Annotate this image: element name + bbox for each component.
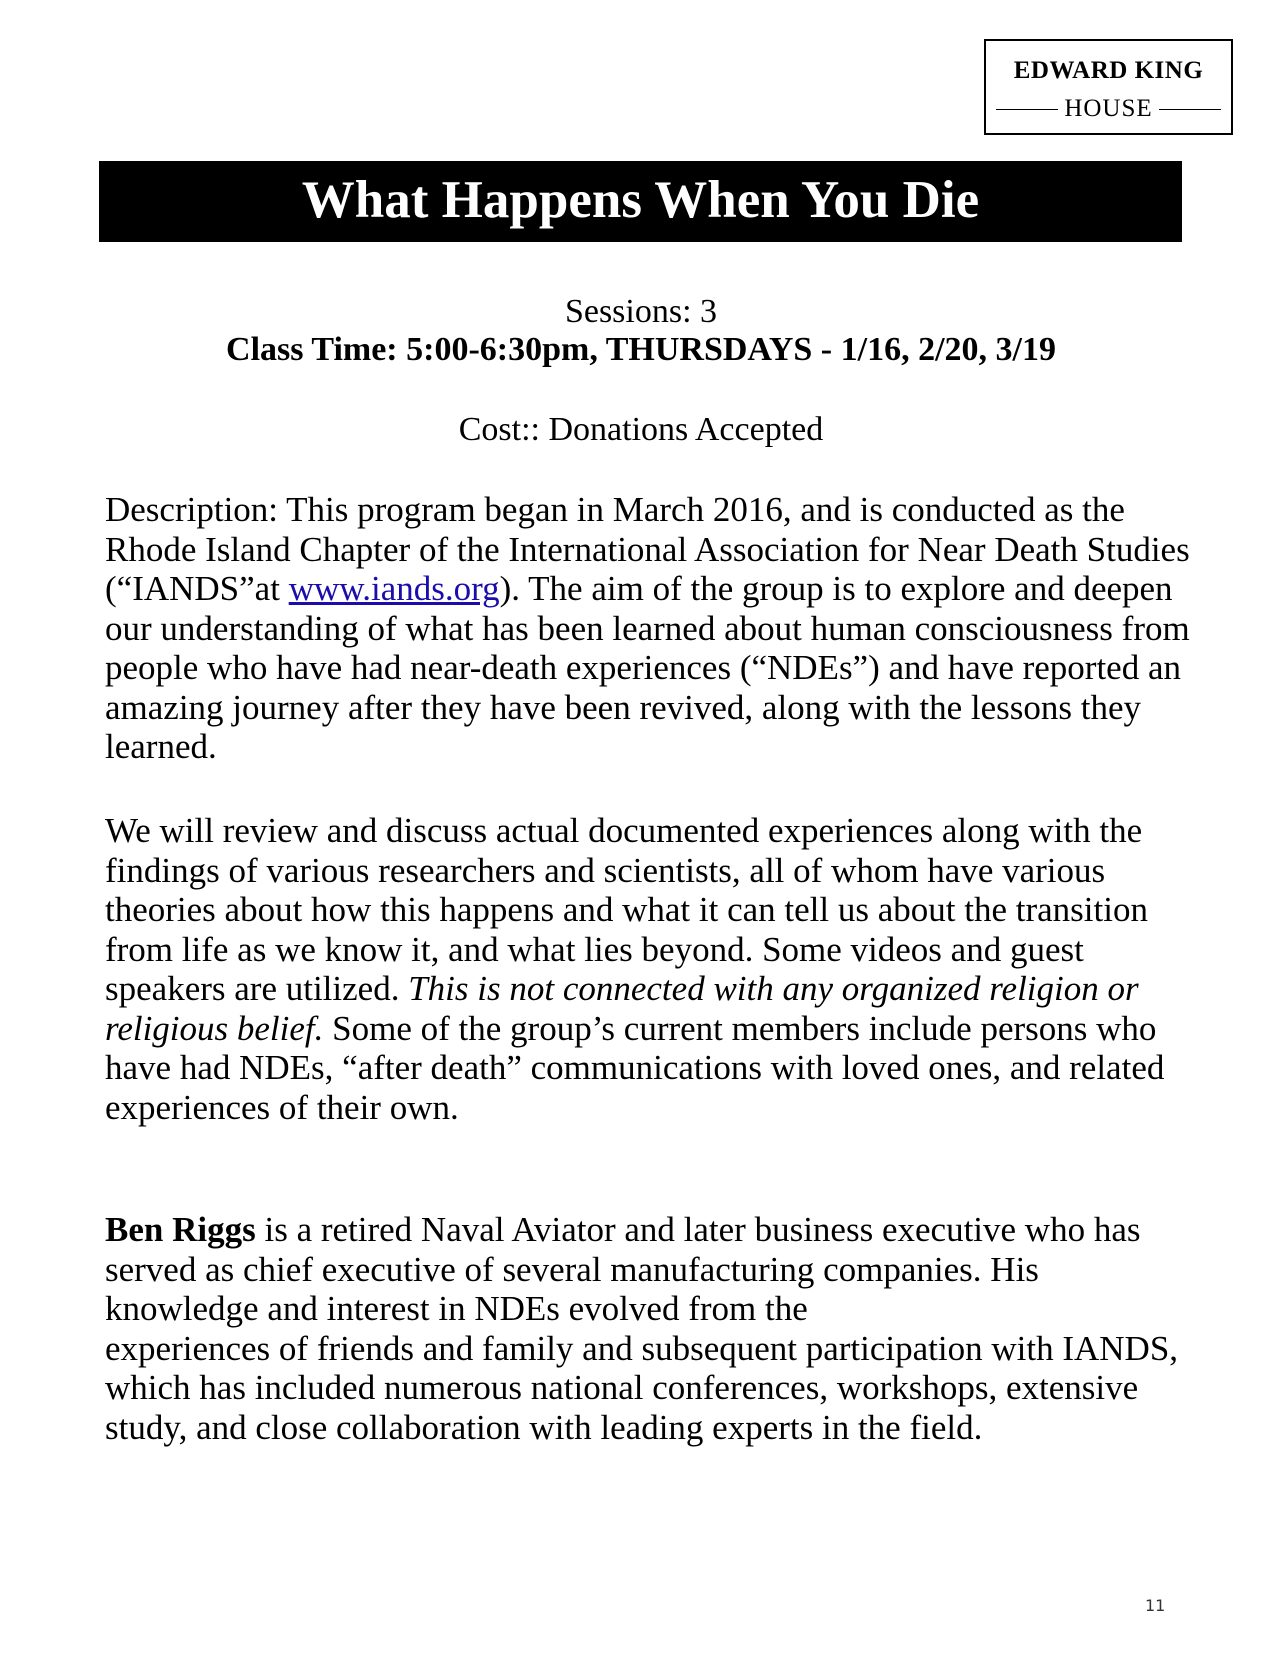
bio-text-1: is a retired Naval Aviator and later business executive who has served as chief executive of several manufacturing companies. His knowledge and interest in NDEs evolved from the xyxy=(105,1210,1141,1328)
page-title: What Happens When You Die xyxy=(301,171,980,229)
bio-text-2: experiences of friends and family and subsequent participation with IANDS, which has included numerous national conferences, workshops, extensive study, and close collaboration with leading experts in the field. xyxy=(105,1328,1179,1447)
sessions-line: Sessions: 3 xyxy=(564,293,718,330)
religion-disclaimer: This is not connected with any organized religion or religious belief. xyxy=(105,969,1139,1048)
bio-name: Ben Riggs xyxy=(105,1210,256,1249)
description-text-1: Description: This program began in March 2016, and is conducted as the Rhode Island Chapter of the International Association for Near Death Studies (“IANDS”at xyxy=(105,490,1190,608)
edward-king-house-logo xyxy=(984,39,1233,135)
logo-line-1: EDWARD KING xyxy=(1013,57,1204,84)
class-time-line: Class Time: 5:00-6:30pm, THURSDAYS - 1/16, 2/20, 3/19 xyxy=(226,331,1056,368)
logo-rule-right xyxy=(1159,109,1221,110)
page-number: 11 xyxy=(1145,1596,1166,1615)
iands-website-link[interactable]: www.iands.org xyxy=(288,569,500,608)
review-text-1: We will review and discuss actual documented experiences along with the findings of various researchers and scientists, all of whom have various theories about how this happens and what it can tell us about the transition from life as we know it, and what lies beyond. Some videos and guest speakers are utilized. xyxy=(105,811,1148,1008)
logo-line-2: HOUSE xyxy=(1064,95,1153,122)
description-paragraph xyxy=(105,490,1195,767)
bio-paragraph xyxy=(105,1210,1195,1447)
cost-line: Cost:: Donations Accepted xyxy=(458,411,824,448)
description-text-2: ). The aim of the group is to explore and deepen our understanding of what has been learned about human consciousness from people who have had near-death experiences (“NDEs”) and have reported an amazing journey after they have been revived, along with the lessons they learned. xyxy=(105,569,1190,766)
title-banner xyxy=(99,161,1182,242)
review-text-2: Some of the group’s current members include persons who have had NDEs, “after death” communications with loved ones, and related experiences of their own. xyxy=(105,1008,1165,1127)
review-paragraph xyxy=(105,811,1195,1127)
